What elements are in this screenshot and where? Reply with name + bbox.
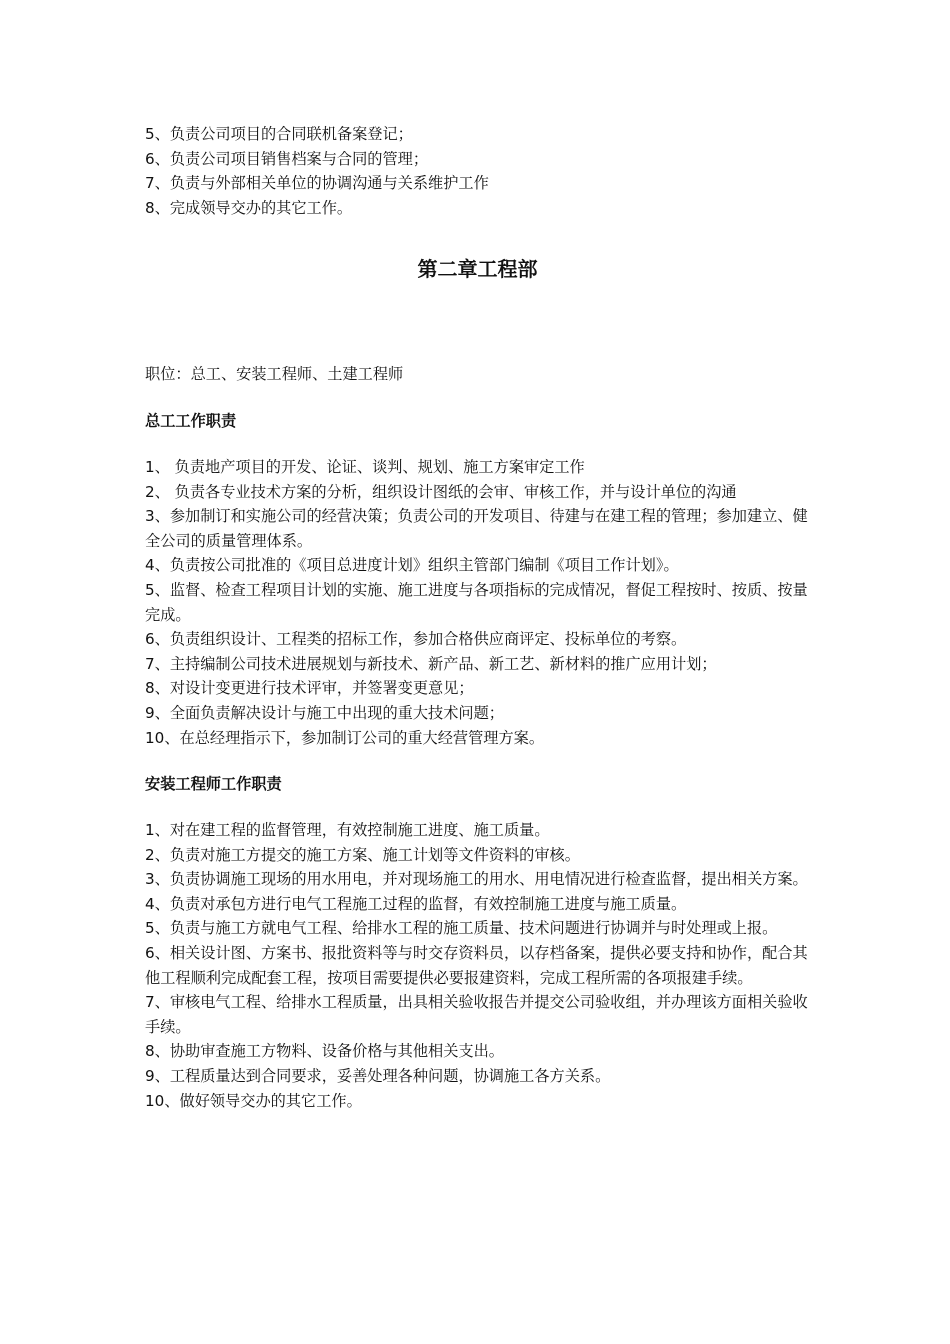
list-item: 5、监督、检查工程项目计划的实施、施工进度与各项指标的完成情况，督促工程按时、按质、按量完成。 bbox=[145, 580, 808, 624]
list-item: 10、做好领导交办的其它工作。 bbox=[145, 1091, 362, 1110]
list-item: 1、对在建工程的监督管理，有效控制施工进度、施工质量。 bbox=[145, 821, 550, 840]
list-item: 3、负责协调施工现场的用水用电，并对现场施工的用水、用电情况进行检查监督，提出相关方案。 bbox=[145, 870, 808, 889]
list-item: 2、 负责各专业技术方案的分析，组织设计图纸的会审、审核工作，并与设计单位的沟通 bbox=[145, 482, 737, 501]
list-item: 7、负责与外部相关单位的协调沟通与关系维护工作 bbox=[145, 174, 489, 193]
chapter-title: 第二章工程部 bbox=[417, 257, 538, 282]
installation-engineer-heading: 安装工程师工作职责 bbox=[145, 775, 282, 794]
chief-engineer-duties-list bbox=[145, 455, 810, 750]
list-item: 7、审核电气工程、给排水工程质量，出具相关验收报告并提交公司验收组，并办理该方面相关验收手续。 bbox=[145, 993, 808, 1036]
list-item: 8、完成领导交办的其它工作。 bbox=[145, 198, 353, 217]
positions-line: 职位：总工、安装工程师、土建工程师 bbox=[145, 365, 404, 384]
list-item: 8、对设计变更进行技术评审，并签署变更意见； bbox=[145, 679, 474, 698]
list-item: 7、主持编制公司技术进展规划与新技术、新产品、新工艺、新材料的推广应用计划； bbox=[145, 654, 717, 673]
list-item: 10、在总经理指示下，参加制订公司的重大经营管理方案。 bbox=[145, 728, 545, 747]
list-item: 6、相关设计图、方案书、报批资料等与时交存资料员，以存档备案，提供必要支持和协作，配合其他工程顺利完成配套工程，按项目需要提供必要报建资料，完成工程所需的各项报建手续。 bbox=[145, 944, 808, 987]
list-item: 5、负责与施工方就电气工程、给排水工程的施工质量、技术问题进行协调并与时处理或上报。 bbox=[145, 919, 778, 938]
installation-engineer-duties-list bbox=[145, 818, 810, 1113]
list-item: 9、工程质量达到合同要求，妥善处理各种问题，协调施工各方关系。 bbox=[145, 1067, 611, 1086]
list-item: 9、全面负责解决设计与施工中出现的重大技术问题； bbox=[145, 703, 504, 722]
list-item: 4、负责按公司批准的《项目总进度计划》组织主管部门编制《项目工作计划》。 bbox=[145, 556, 679, 575]
list-item: 5、负责公司项目的合同联机备案登记； bbox=[145, 125, 413, 143]
list-item: 8、协助审查施工方物料、设备价格与其他相关支出。 bbox=[145, 1042, 504, 1061]
list-item: 2、负责对施工方提交的施工方案、施工计划等文件资料的审核。 bbox=[145, 845, 580, 864]
list-item: 4、负责对承包方进行电气工程施工过程的监督，有效控制施工进度与施工质量。 bbox=[145, 894, 687, 913]
chief-engineer-heading: 总工工作职责 bbox=[145, 411, 237, 430]
list-item: 3、参加制订和实施公司的经营决策；负责公司的开发项目、待建与在建工程的管理；参加建立、健全公司的质量管理体系。 bbox=[145, 507, 808, 550]
list-item: 6、负责组织设计、工程类的招标工作，参加合格供应商评定、投标单位的考察。 bbox=[145, 630, 687, 649]
document-page bbox=[145, 122, 810, 1113]
list-item: 6、负责公司项目销售档案与合同的管理； bbox=[145, 149, 429, 168]
intro-list bbox=[145, 122, 810, 220]
list-item: 1、 负责地产项目的开发、论证、谈判、规划、施工方案审定工作 bbox=[145, 457, 585, 476]
